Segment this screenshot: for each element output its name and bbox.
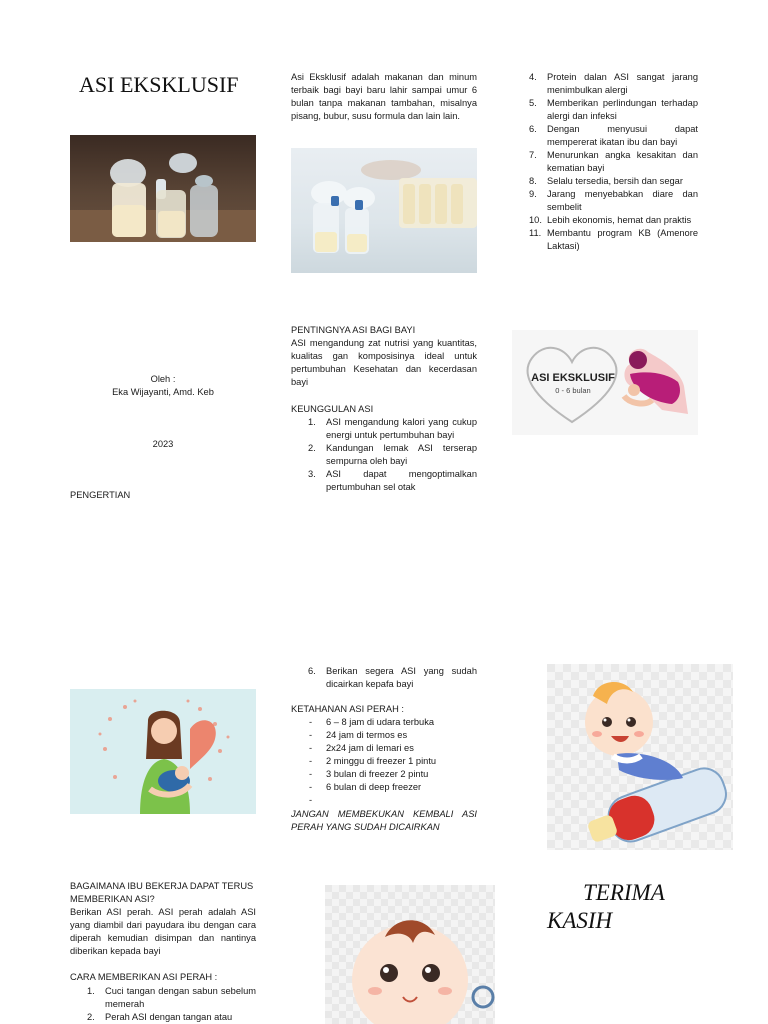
list-item: - 24 jam di termos es (309, 730, 408, 740)
pentingnya-heading: PENTINGNYA ASI BAGI BAYI (291, 325, 416, 335)
cara-heading: CARA MEMBERIKAN ASI PERAH : (70, 972, 218, 982)
list-item: 3. ASI dapat mengoptimalkan pertumbuhan sel otak (308, 469, 477, 492)
logo-subtitle: 0 - 6 bulan (555, 386, 591, 395)
intro-text: Asi Eksklusif adalah makanan dan minum terbaik bagi bayi baru lahir sampai umur 6 bulan tanpa makanan tambahan, misalnya pisang, bubur, susu formula dan lain lain. (291, 72, 477, 121)
list-item: - 6 – 8 jam di udara terbuka (309, 717, 435, 727)
thanks-line-1: TERIMA (583, 880, 665, 905)
list-item: 10. Lebih ekonomis, hemat dan praktis (529, 215, 692, 225)
breast-pump-bottles-photo (291, 148, 477, 273)
list-item: 4. Protein dalan ASI sangat jarang menimbulkan alergi (529, 72, 698, 95)
list-item: 6. Dengan menyusui dapat mempererat ikatan ibu dan bayi (529, 124, 698, 147)
ketahanan-heading: KETAHANAN ASI PERAH : (291, 704, 404, 714)
list-item: 2. Kandungan lemak ASI terserap sempurna oleh bayi (308, 443, 477, 466)
thanks-line-2: KASIH (547, 908, 613, 933)
logo-title: ASI EKSKLUSIF (531, 372, 615, 384)
asi-eksklusif-logo (512, 330, 698, 435)
list-item: - 2 minggu di freezer 1 pintu (309, 756, 437, 766)
ketahanan-list: - 6 – 8 jam di udara terbuka - 24 jam di termos es - 2x24 jam di lemari es - 2 minggu di freezer 1 pintu - 3 bulan di freezer 2 pintu - 6 bulan di deep freezer - (291, 716, 477, 794)
list-item: 5. Memberikan perlindungan terhadap alergi dan infeksi (529, 98, 698, 121)
list-item: 7. Menurunkan angka kesakitan dan kematian bayi (529, 150, 698, 173)
year: 2023 (152, 439, 174, 449)
baby-on-bottle-illustration (547, 664, 733, 850)
breast-pump-photo (70, 135, 256, 242)
question-heading: BAGAIMANA IBU BEKERJA DAPAT TERUS MEMBERIKAN ASI? (70, 881, 254, 904)
cara-list (70, 985, 256, 1024)
list-item: 2. Perah ASI dengan tangan atau (87, 1012, 233, 1022)
list-item: - 2x24 jam di lemari es (309, 743, 414, 753)
baby-cartoon-illustration (325, 885, 495, 1024)
benefits-list (512, 71, 698, 253)
list-item: - 3 bulan di freezer 2 pintu (309, 769, 429, 779)
pentingnya-body: ASI mengandung zat nutrisi yang kuantitas, kualitas gan komposisinya ideal untuk pertumbuhan Kesehatan dan kecerdasan bayi (291, 338, 477, 387)
author-prefix: Oleh : (150, 374, 176, 384)
mother-breastfeeding-illustration (70, 689, 256, 814)
keunggulan-list (291, 416, 477, 494)
list-item: 1. ASI mengandung kalori yang cukup energi untuk pertumbuhan bayi (308, 417, 477, 440)
step6-item: 6. Berikan segera ASI yang sudah dicairkan kepafa bayi (308, 666, 477, 689)
list-item: 8. Selalu tersedia, bersih dan segar (529, 176, 683, 186)
list-item: - 6 bulan di deep freezer (309, 782, 422, 792)
author-name: Eka Wijayanti, Amd. Keb (112, 387, 214, 397)
question-body: Berikan ASI perah. ASI perah adalah ASI yang diambil dari payudara ibu dengan cara diperah kemudian disimpan dan nantinya diberikan kepada bayi (70, 907, 256, 956)
keunggulan-heading: KEUNGGULAN ASI (291, 404, 374, 414)
list-item: 11. Membantu program KB (Amenore Laktasi) (529, 228, 698, 251)
list-item: 1. Cuci tangan dengan sabun sebelum memerah (87, 986, 256, 1009)
page-title: ASI EKSKLUSIF (79, 72, 239, 97)
list-item: 9. Jarang menyebabkan diare dan sembelit (529, 189, 698, 212)
warning-text: JANGAN MEMBEKUKAN KEMBALI ASI PERAH YANG SUDAH DICAIRKAN (291, 809, 477, 832)
pengertian-heading: PENGERTIAN (70, 490, 131, 500)
